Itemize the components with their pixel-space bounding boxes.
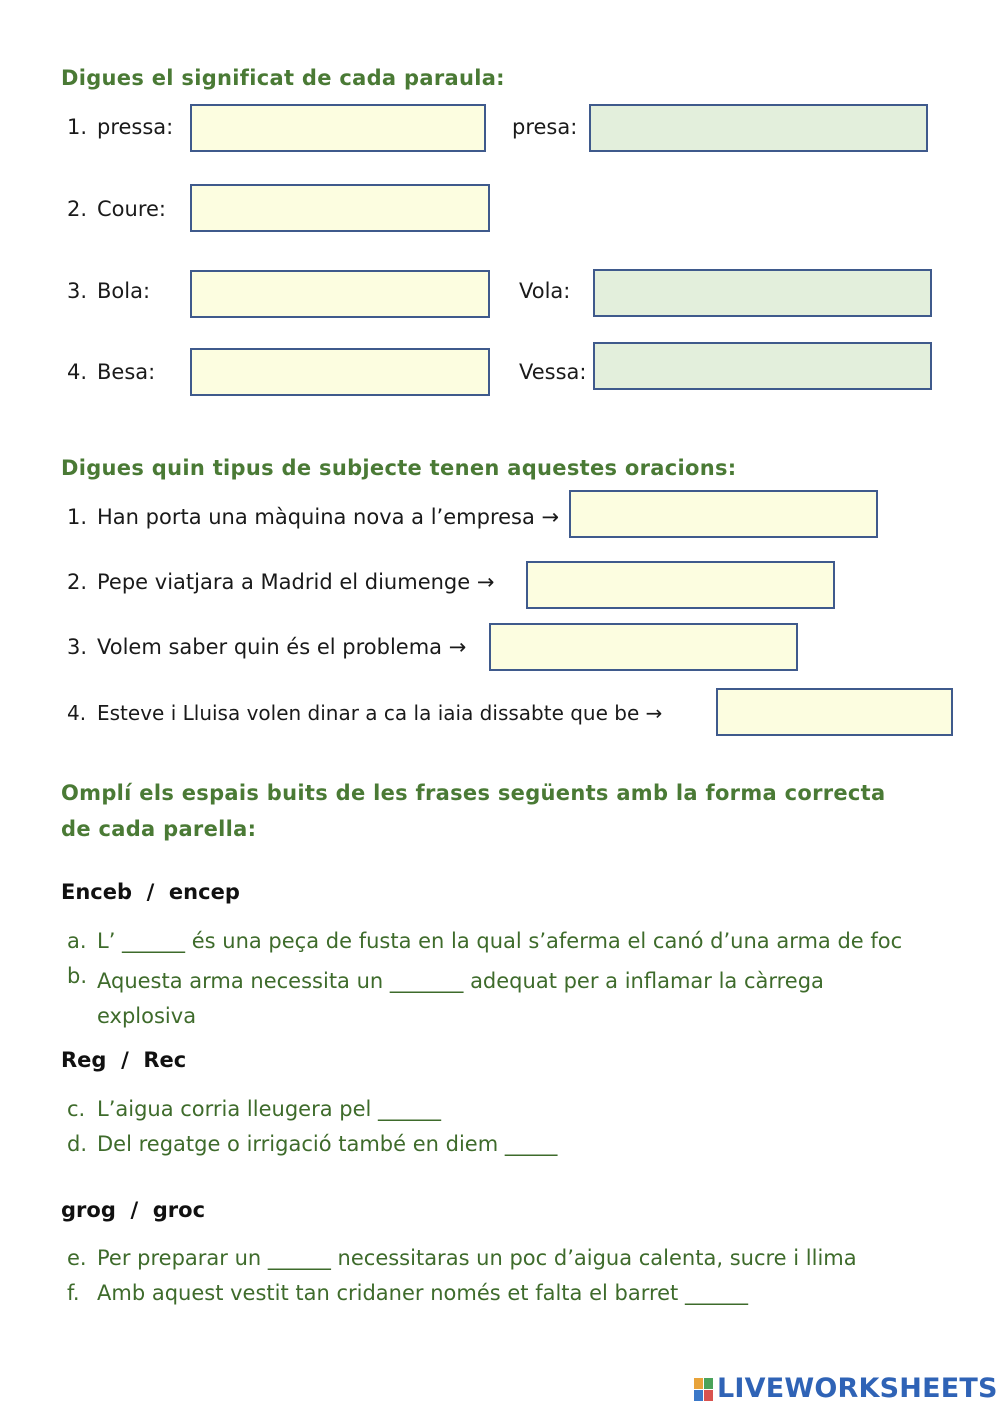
fill-item-e: e. Per preparar un ______ necessitaras un poc d’aigua calenta, sucre i llima bbox=[67, 1246, 857, 1270]
pair-title-enceb-encep: Enceb / encep bbox=[61, 880, 240, 904]
s2-row4-text: 4. Esteve i Lluisa volen dinar a ca la iaia dissabte que be → bbox=[67, 701, 663, 725]
answer-box-coure[interactable] bbox=[190, 184, 490, 232]
s1-row3-label: 3. Bola: bbox=[67, 279, 151, 303]
fill-item-a: a. L’ ______ és una peça de fusta en la qual s’aferma el canó d’una arma de foc bbox=[67, 929, 903, 953]
section2-heading: Digues quin tipus de subjecte tenen aquestes oracions: bbox=[61, 456, 737, 480]
answer-box-besa[interactable] bbox=[190, 348, 490, 396]
pair-title-reg-rec: Reg / Rec bbox=[61, 1048, 187, 1072]
s2-row2-text: 2. Pepe viatjara a Madrid el diumenge → bbox=[67, 570, 495, 594]
s1-row1-label2: presa: bbox=[512, 115, 578, 139]
answer-box-vessa[interactable] bbox=[593, 342, 932, 390]
liveworksheets-logo-icon bbox=[694, 1378, 714, 1402]
s1-row3-label2: Vola: bbox=[519, 279, 571, 303]
answer-box-pressa[interactable] bbox=[190, 104, 486, 152]
s1-row4-label2: Vessa: bbox=[519, 360, 587, 384]
subject-box-2[interactable] bbox=[526, 561, 835, 609]
fill-item-f: f. Amb aquest vestit tan cridaner només et falta el barret ______ bbox=[67, 1281, 748, 1305]
answer-box-presa[interactable] bbox=[589, 104, 928, 152]
fill-item-d: d. Del regatge o irrigació també en diem _____ bbox=[67, 1132, 558, 1156]
section1-heading: Digues el significat de cada paraula: bbox=[61, 66, 505, 90]
liveworksheets-logo[interactable]: LIVEWORKSHEETS bbox=[717, 1373, 998, 1404]
subject-box-4[interactable] bbox=[716, 688, 953, 736]
section3-heading: Omplí els espais buits de les frases següents amb la forma correcta de cada parella: bbox=[61, 781, 886, 841]
subject-box-3[interactable] bbox=[489, 623, 798, 671]
s1-row2-label: 2. Coure: bbox=[67, 197, 166, 221]
subject-box-1[interactable] bbox=[569, 490, 878, 538]
pair-title-grog-groc: grog / groc bbox=[61, 1198, 206, 1222]
fill-item-b: b. Aquesta arma necessita un _______ adequat per a inflamar la càrrega explosiva bbox=[67, 964, 824, 1028]
answer-box-bola[interactable] bbox=[190, 270, 490, 318]
answer-box-vola[interactable] bbox=[593, 269, 932, 317]
s2-row1-text: 1. Han porta una màquina nova a l’empresa → bbox=[67, 505, 560, 529]
s1-row4-label: 4. Besa: bbox=[67, 360, 156, 384]
s2-row3-text: 3. Volem saber quin és el problema → bbox=[67, 635, 467, 659]
s1-row1-label: 1. pressa: bbox=[67, 115, 174, 139]
fill-item-c: c. L’aigua corria lleugera pel ______ bbox=[67, 1097, 442, 1121]
